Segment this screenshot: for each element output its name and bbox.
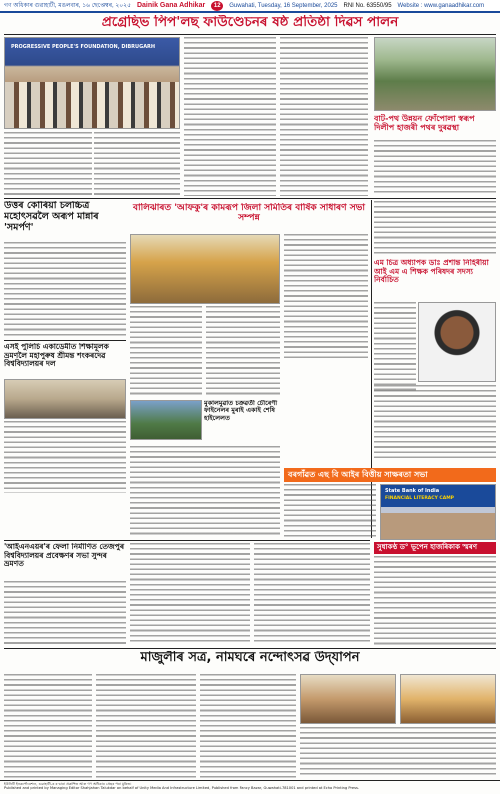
- police-headline: এসই পুলিচি একাডেমীত শিক্ষামূলক ভ্ৰমণলৈ মহাপুৰুষ শ্ৰীমন্ত শংকৰদেৱ বিশ্ববিদ্যালয়ৰ দল: [4, 343, 109, 369]
- masthead-left: গণ অধিকাৰ গুৱাহাটী, মঙলবাৰ, ১৬ ছেপ্তেম্বৰ, ২০২৫: [4, 3, 131, 9]
- samiti-photo: [130, 234, 280, 304]
- lead-photo-banner: PROGRESSIVE PEOPLE'S FOUNDATION, DIBRUGARH: [11, 44, 156, 50]
- mukalmua-photo: [130, 400, 202, 440]
- teacher-headline: এম চিত্ৰ অধ্যাপক ডাঃ প্ৰশান্ত নিহিৰীয়া আই এম এ শিক্ষক পৰিষদৰ সদস্য নিৰ্বাচিত: [374, 259, 489, 285]
- masthead-strip: [0, 0, 500, 13]
- majuli-headline: মাজুলীৰ সত্ৰ, নামঘৰে নন্দোৎসৱ উদ্‌যাপন: [140, 651, 360, 665]
- page-footer: [0, 780, 500, 794]
- lead-photo: [4, 37, 180, 129]
- teacher-photo: [418, 302, 496, 382]
- police-photo: [4, 379, 126, 419]
- samiti-headline: বালিঝাৰত 'আফকু'ৰ কামৰূপ জিলা সমিতিৰ বাৰ্ষিক সাধাৰণ সভা সম্পন্ন: [133, 203, 365, 224]
- rni-number: RNI No. 63550/95: [343, 2, 392, 9]
- page-number: 12: [211, 1, 223, 11]
- literacy-headline: বৰগাঁৱত এছ বি আইৰ বিত্তীয় সাক্ষৰতা সভা: [284, 468, 496, 482]
- brand-name: Dainik Gana Adhikar: [136, 2, 206, 9]
- school-headline: 'আইএনএয়ৰ'ৰ ফেলা নিৰ্মাণিত তেজপুৰ বিশ্ববিদ্যালয়ৰ প্ৰবেক্ষণৰ সভা সুন্দৰ ভ্ৰমণত: [4, 543, 125, 569]
- literacy-photo-sub: FINANCIAL LITERACY CAMP: [385, 496, 454, 501]
- road-photo: [374, 37, 496, 111]
- literacy-photo-banner: State Bank of India: [385, 488, 440, 494]
- masthead-date: Guwahati, Tuesday, 16 September, 2025: [229, 2, 338, 9]
- majuli-photo-2: [400, 674, 496, 724]
- footer-line-1: ইউনিটি ইনকৰ্পোৰেশ্যন, গুৱাহাটী-৩ ৰ দ্বাৰা প্ৰকাশিত আৰু গণ অধিকাৰ প্ৰেছৰ পৰা মুদ্ৰিত।: [4, 782, 132, 786]
- road-headline: বাট-পথ উন্নয়ন ফোঁপোলা স্বৰূপ দিলীপ হাজৰী পথৰ দুৰৱস্থা: [374, 114, 475, 133]
- website-link[interactable]: Website : www.ganaadhikar.com: [397, 2, 485, 9]
- mukalmua-headline: মুকালমুৱাত চক্ৰৱৰ্তী চৌৰেণী ফাইনেলৰ মুৰাই একাই শেষি হাইলেলত: [204, 400, 278, 422]
- literacy-photo: [380, 484, 496, 540]
- tribute-headline: সুধাকণ্ঠ ড° ভূপেন হাজৰিকাক স্মৰণ: [374, 542, 496, 554]
- lead-headline: প্ৰগ্ৰেছিভ পিপ'লছ ফাউণ্ডেচনৰ ষষ্ঠ প্ৰতিষ্ঠা দিৱস পালন: [101, 15, 399, 30]
- film-headline: উত্তৰ কোৰিয়া চলচ্চিত্ৰ মহোৎসৱলৈ অৰূপ মান্নাৰ 'সমৰ্পণ': [4, 201, 99, 233]
- majuli-photo-1: [300, 674, 396, 724]
- footer-line-2: Published and printed by Managing Editor Shahjahan Talukdar on behalf of Unity Media And Infrastructure Limited, Published from Fancy Bazar, Guwahati-781001 and printed at Echo Printing Press.: [4, 786, 359, 791]
